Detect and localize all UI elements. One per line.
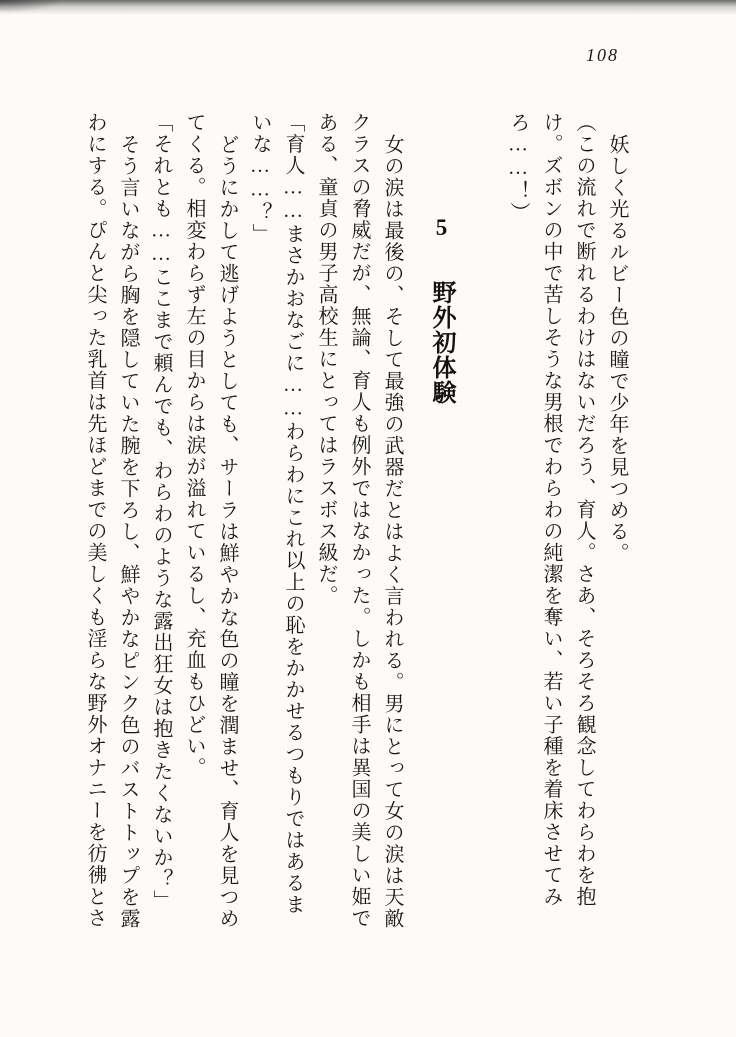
- page-text-block: [78, 112, 633, 934]
- chapter-title: 野外初体験: [428, 280, 454, 405]
- chapter-heading: [427, 112, 455, 934]
- paragraph-narration: そう言いながら胸を隠していた腕を下ろし、鮮やかなピンク色のバストトップを露わにする。ぴんと尖った乳首は先ほどまでの美しくも淫らな野外オナニーを彷彿とさ: [84, 112, 139, 930]
- paragraph-narration: 妖しく光るルビー色の瞳で少年を見つめる。: [606, 134, 628, 564]
- paragraph-dialogue: 「それとも……ここまで頼んでも、わらわのような露出狂女は抱きたくないか？」: [150, 112, 172, 912]
- scan-shadow-corner: [0, 0, 60, 12]
- paragraph-dialogue: 「育人……まさかおなごに……わらわにこれ以上の恥をかかせるつもりではあるまいな……？」: [249, 112, 304, 916]
- paragraph-narration: 女の涙は最後の、そして最強の武器だとはよく言われる。男にとって女の涙は天敵クラスの脅威だが、無論、育人も例外ではなかった。しかも相手は異国の美しい姫である、童貞の男子高校生にとってはラスボス級だ。: [315, 112, 403, 930]
- scan-shadow-top: [0, 0, 736, 15]
- paragraph-inner-monologue: （この流れで断れるわけはないだろう、育人。さあ、そろそろ観念してわらわを抱け。ズボンの中で苦しそうな男根でわらわの純潔を奪い、若い子種を着床させてみろ……！）: [507, 112, 595, 908]
- paragraph-narration: どうにかして逃げようとしても、サーラは鮮やかな色の瞳を潤ませ、育人を見つめてくる。相変わらず左の目からは涙が溢れているし、充血もひどい。: [183, 112, 238, 930]
- page-number: 108: [586, 45, 619, 65]
- chapter-number: 5: [429, 215, 454, 241]
